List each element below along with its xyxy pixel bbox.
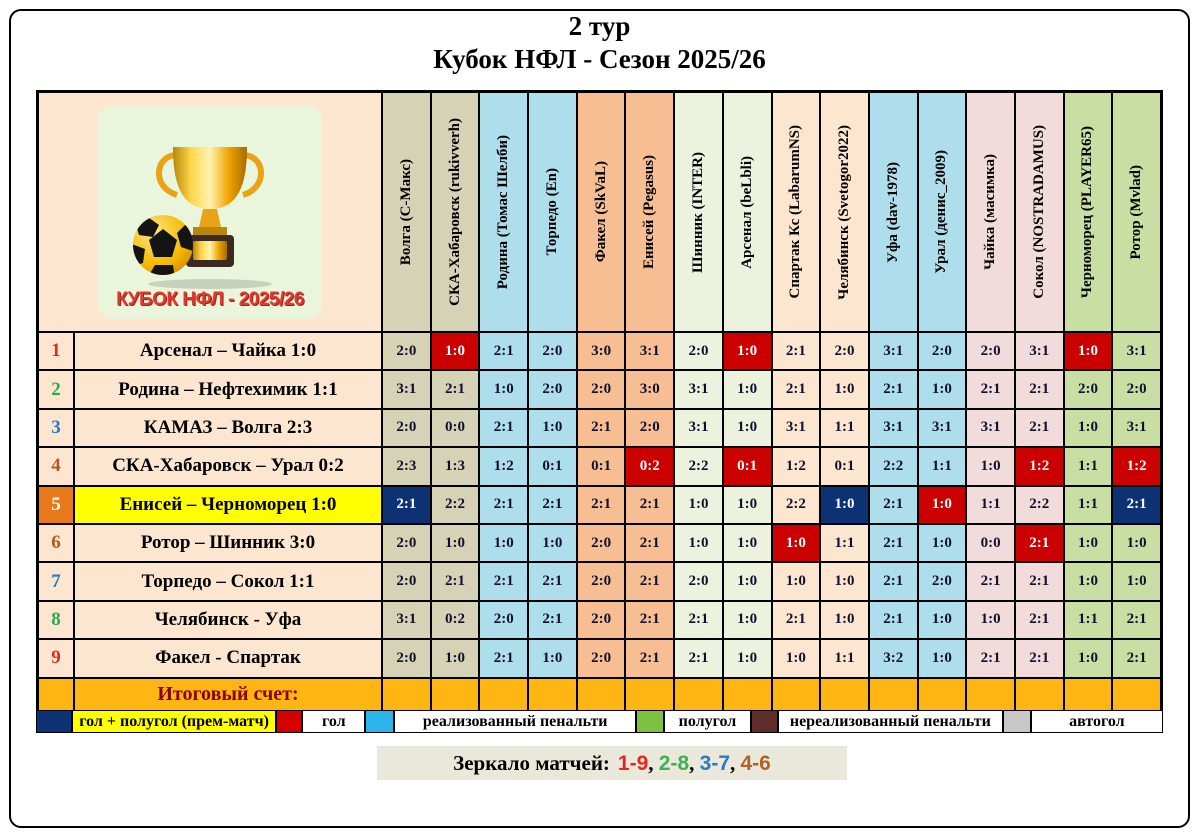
score-cell: 2:0 [577, 524, 626, 562]
final-score-cell [625, 678, 674, 711]
score-cell: 2:0 [966, 332, 1015, 370]
score-cell: 2:1 [1015, 524, 1064, 562]
score-cell: 1:0 [723, 524, 772, 562]
score-cell: 3:0 [577, 332, 626, 370]
own-goal-swatch [1003, 710, 1031, 733]
logo-cell [38, 92, 382, 332]
score-cell: 2:1 [869, 486, 918, 524]
score-cell: 2:0 [479, 601, 528, 639]
score-cell: 3:1 [869, 409, 918, 447]
score-cell: 3:1 [1015, 332, 1064, 370]
match-label: Енисей – Черноморец 1:0 [74, 486, 382, 524]
score-cell: 1:0 [772, 562, 821, 600]
score-cell: 1:0 [723, 370, 772, 408]
column-header-label: Черноморец (PLAYER65) [1079, 125, 1096, 299]
legend-label: автогол [1031, 710, 1163, 733]
mirror-pair: 2-8 [658, 751, 690, 775]
score-cell: 2:0 [577, 562, 626, 600]
column-header-label: Уфа (dav-1978) [884, 161, 901, 263]
score-cell: 1:0 [918, 486, 967, 524]
mirror-label: Зеркало матчей: [453, 750, 610, 775]
score-cell: 2:1 [966, 639, 1015, 677]
mirror-note [377, 746, 847, 780]
score-cell: 3:2 [869, 639, 918, 677]
column-header-label: СКА-Хабаровск (rukivverh) [446, 118, 463, 306]
final-score-cell [1015, 678, 1064, 711]
score-cell: 1:0 [918, 639, 967, 677]
legend-label: реализованный пенальти [394, 710, 636, 733]
score-cell: 3:1 [382, 601, 431, 639]
score-cell: 1:0 [479, 524, 528, 562]
score-cell: 3:1 [674, 370, 723, 408]
score-cell: 2:1 [869, 562, 918, 600]
halfgoal-swatch [636, 710, 664, 733]
score-cell: 1:2 [772, 447, 821, 485]
missed-penalty-swatch [751, 710, 778, 733]
score-cell: 1:1 [918, 447, 967, 485]
final-score-cell [674, 678, 723, 711]
final-score-cell [1064, 678, 1113, 711]
score-cell: 2:1 [479, 409, 528, 447]
score-cell: 2:1 [1015, 639, 1064, 677]
score-cell: 3:1 [674, 409, 723, 447]
score-cell: 2:0 [1064, 370, 1113, 408]
score-cell: 2:0 [577, 370, 626, 408]
page-title [0, 10, 1199, 76]
score-cell: 2:0 [674, 332, 723, 370]
score-cell: 2:2 [772, 486, 821, 524]
column-header-label: Ротор (Mvlad) [1128, 164, 1145, 260]
score-cell: 2:1 [382, 486, 431, 524]
score-cell: 2:1 [1112, 639, 1161, 677]
mirror-pair: 3-7 [699, 751, 730, 775]
column-header-label: Арсенал (beLbli) [738, 155, 755, 269]
column-header-11 [869, 92, 918, 332]
score-cell: 1:0 [1112, 562, 1161, 600]
score-cell: 3:0 [625, 370, 674, 408]
score-cell: 1:0 [918, 370, 967, 408]
final-score-label: Итоговый счет: [74, 678, 382, 711]
score-cell: 2:0 [382, 409, 431, 447]
score-cell: 3:1 [382, 370, 431, 408]
score-cell: 1:0 [674, 486, 723, 524]
score-cell: 1:1 [820, 639, 869, 677]
score-cell: 2:1 [1015, 601, 1064, 639]
score-cell: 1:0 [966, 447, 1015, 485]
score-cell: 2:1 [772, 601, 821, 639]
score-cell: 1:2 [1112, 447, 1161, 485]
score-cell: 2:1 [966, 562, 1015, 600]
score-cell: 0:0 [431, 409, 480, 447]
score-cell: 1:1 [1064, 601, 1113, 639]
score-cell: 2:1 [1015, 562, 1064, 600]
final-score-cell [723, 678, 772, 711]
score-cell: 2:3 [382, 447, 431, 485]
score-cell: 2:0 [918, 562, 967, 600]
column-header-16 [1112, 92, 1161, 332]
legend-label: нереализованный пенальти [778, 710, 1003, 733]
goal-plus-halfgoal-swatch [36, 710, 72, 733]
column-header-label: Шинник (INTER) [689, 151, 706, 273]
score-cell: 2:1 [869, 370, 918, 408]
column-header-label: Чайка (масимка) [982, 154, 999, 270]
score-cell: 1:0 [723, 562, 772, 600]
score-cell: 1:0 [723, 639, 772, 677]
column-header-2 [431, 92, 480, 332]
legend-bar [36, 710, 1163, 733]
match-label: СКА-Хабаровск – Урал 0:2 [74, 447, 382, 485]
scored-penalty-swatch [365, 710, 394, 733]
final-score-cell [772, 678, 821, 711]
score-cell: 2:0 [382, 524, 431, 562]
score-cell: 0:1 [820, 447, 869, 485]
score-cell: 3:1 [1112, 332, 1161, 370]
score-cell: 2:0 [382, 332, 431, 370]
score-cell: 1:0 [528, 409, 577, 447]
score-cell: 1:0 [918, 524, 967, 562]
score-cell: 1:1 [1064, 486, 1113, 524]
legend-label: гол + полугол (прем-матч) [72, 710, 276, 733]
score-cell: 3:1 [1112, 409, 1161, 447]
score-cell: 2:1 [674, 639, 723, 677]
mirror-separator: , [648, 750, 659, 775]
match-label: Арсенал – Чайка 1:0 [74, 332, 382, 370]
score-cell: 1:0 [1064, 409, 1113, 447]
score-cell: 2:1 [625, 601, 674, 639]
final-score-cell [966, 678, 1015, 711]
score-cell: 2:1 [479, 562, 528, 600]
score-cell: 2:0 [528, 370, 577, 408]
column-header-label: Волга (С-Макс) [397, 158, 414, 266]
score-cell: 2:1 [674, 601, 723, 639]
column-header-label: Енисей (Pegasus) [641, 154, 658, 269]
score-cell: 2:0 [382, 562, 431, 600]
final-score-num-cell [38, 678, 74, 711]
mirror-pair: 4-6 [740, 751, 771, 775]
final-score-cell [528, 678, 577, 711]
score-cell: 2:0 [577, 601, 626, 639]
legend-label: полугол [664, 710, 751, 733]
trophy-ball-icon [115, 141, 305, 289]
column-header-14 [1015, 92, 1064, 332]
match-label: Родина – Нефтехимик 1:1 [74, 370, 382, 408]
score-cell: 1:2 [479, 447, 528, 485]
column-header-label: Родина (Томас Шелби) [495, 134, 512, 290]
score-cell: 2:2 [869, 447, 918, 485]
final-score-cell [1112, 678, 1161, 711]
final-score-cell [820, 678, 869, 711]
column-header-9 [772, 92, 821, 332]
column-header-7 [674, 92, 723, 332]
score-cell: 1:0 [674, 524, 723, 562]
score-cell: 2:1 [869, 524, 918, 562]
score-cell: 0:0 [966, 524, 1015, 562]
score-cell: 1:0 [966, 601, 1015, 639]
score-cell: 1:0 [820, 486, 869, 524]
score-cell: 0:1 [528, 447, 577, 485]
score-cell: 1:0 [820, 370, 869, 408]
score-cell: 1:1 [820, 409, 869, 447]
score-cell: 2:1 [577, 486, 626, 524]
column-header-label: Сокол (NOSTRADAMUS) [1030, 125, 1047, 299]
prediction-table [36, 90, 1163, 713]
column-header-label: Челябинск (Svetogor2022) [836, 124, 853, 300]
row-number: 8 [38, 601, 74, 639]
score-cell: 2:0 [577, 639, 626, 677]
score-cell: 2:2 [431, 486, 480, 524]
score-cell: 1:0 [723, 409, 772, 447]
cup-season-title: Кубок НФЛ - Сезон 2025/26 [433, 44, 766, 74]
score-cell: 1:0 [1064, 332, 1113, 370]
score-cell: 1:0 [528, 639, 577, 677]
mirror-pair: 1-9 [617, 751, 649, 775]
score-cell: 1:0 [772, 639, 821, 677]
score-cell: 1:0 [723, 332, 772, 370]
score-cell: 2:1 [625, 524, 674, 562]
score-cell: 1:0 [1064, 639, 1113, 677]
score-cell: 3:1 [625, 332, 674, 370]
score-cell: 3:1 [772, 409, 821, 447]
logo-text: КУБОК НФЛ - 2025/26 [116, 289, 304, 310]
score-cell: 3:1 [918, 409, 967, 447]
score-cell: 2:0 [918, 332, 967, 370]
score-cell: 2:1 [431, 370, 480, 408]
score-cell: 1:0 [1064, 524, 1113, 562]
score-cell: 2:2 [674, 447, 723, 485]
score-cell: 1:0 [431, 524, 480, 562]
match-label: Торпедо – Сокол 1:1 [74, 562, 382, 600]
score-cell: 2:1 [625, 486, 674, 524]
score-cell: 1:0 [820, 562, 869, 600]
score-cell: 2:2 [1015, 486, 1064, 524]
score-cell: 1:0 [1064, 562, 1113, 600]
column-header-8 [723, 92, 772, 332]
score-cell: 2:1 [772, 332, 821, 370]
score-cell: 2:1 [625, 639, 674, 677]
final-score-cell [382, 678, 431, 711]
score-cell: 0:2 [431, 601, 480, 639]
goal-swatch [276, 710, 302, 733]
score-cell: 1:0 [820, 601, 869, 639]
round-title: 2 тур [568, 11, 631, 41]
score-cell: 1:0 [772, 524, 821, 562]
score-cell: 2:0 [382, 639, 431, 677]
row-number: 5 [38, 486, 74, 524]
score-cell: 1:0 [1112, 524, 1161, 562]
score-cell: 2:0 [625, 409, 674, 447]
score-cell: 2:1 [1112, 486, 1161, 524]
score-cell: 1:0 [918, 601, 967, 639]
score-cell: 2:1 [869, 601, 918, 639]
score-cell: 2:1 [528, 601, 577, 639]
mirror-pairs [618, 751, 771, 776]
match-label: КАМАЗ – Волга 2:3 [74, 409, 382, 447]
mirror-separator: , [730, 750, 741, 775]
score-cell: 2:1 [1015, 370, 1064, 408]
score-cell: 0:1 [723, 447, 772, 485]
column-header-12 [918, 92, 967, 332]
column-header-13 [966, 92, 1015, 332]
column-header-label: Урал (денис_2009) [933, 150, 950, 274]
column-header-label: Факел (SkVaL) [592, 161, 609, 263]
legend-label: гол [302, 710, 365, 733]
score-cell: 2:1 [431, 562, 480, 600]
column-header-4 [528, 92, 577, 332]
score-cell: 2:0 [820, 332, 869, 370]
score-cell: 2:1 [1112, 601, 1161, 639]
column-header-3 [479, 92, 528, 332]
score-cell: 2:1 [577, 409, 626, 447]
final-score-cell [918, 678, 967, 711]
match-label: Факел - Спартак [74, 639, 382, 677]
score-cell: 1:3 [431, 447, 480, 485]
score-cell: 1:2 [1015, 447, 1064, 485]
score-cell: 3:1 [966, 409, 1015, 447]
score-cell: 1:0 [431, 639, 480, 677]
row-number: 7 [38, 562, 74, 600]
score-cell: 2:0 [674, 562, 723, 600]
row-number: 4 [38, 447, 74, 485]
score-cell: 2:1 [528, 486, 577, 524]
score-cell: 1:1 [966, 486, 1015, 524]
score-cell: 1:0 [723, 601, 772, 639]
row-number: 1 [38, 332, 74, 370]
score-cell: 2:0 [528, 332, 577, 370]
cup-logo [98, 105, 322, 319]
score-cell: 2:1 [966, 370, 1015, 408]
score-cell: 2:1 [479, 486, 528, 524]
column-header-10 [820, 92, 869, 332]
row-number: 2 [38, 370, 74, 408]
score-cell: 0:1 [577, 447, 626, 485]
column-header-5 [577, 92, 626, 332]
score-cell: 2:1 [479, 639, 528, 677]
row-number: 9 [38, 639, 74, 677]
score-cell: 1:0 [479, 370, 528, 408]
column-header-label: Торпедо (En) [543, 168, 560, 256]
row-number: 3 [38, 409, 74, 447]
score-cell: 1:1 [820, 524, 869, 562]
column-header-1 [382, 92, 431, 332]
score-cell: 1:0 [431, 332, 480, 370]
score-cell: 1:1 [1064, 447, 1113, 485]
score-cell: 3:1 [869, 332, 918, 370]
final-score-cell [479, 678, 528, 711]
score-cell: 1:0 [723, 486, 772, 524]
score-cell: 0:2 [625, 447, 674, 485]
column-header-6 [625, 92, 674, 332]
score-cell: 2:1 [772, 370, 821, 408]
score-cell: 2:1 [625, 562, 674, 600]
score-cell: 2:1 [528, 562, 577, 600]
mirror-separator: , [689, 750, 700, 775]
score-cell: 1:0 [528, 524, 577, 562]
final-score-cell [431, 678, 480, 711]
final-score-cell [869, 678, 918, 711]
match-label: Челябинск - Уфа [74, 601, 382, 639]
score-cell: 2:1 [479, 332, 528, 370]
column-header-label: Спартак Кс (LabarumNS) [787, 125, 804, 299]
score-cell: 2:0 [1112, 370, 1161, 408]
match-label: Ротор – Шинник 3:0 [74, 524, 382, 562]
score-cell: 2:1 [1015, 409, 1064, 447]
row-number: 6 [38, 524, 74, 562]
final-score-cell [577, 678, 626, 711]
column-header-15 [1064, 92, 1113, 332]
